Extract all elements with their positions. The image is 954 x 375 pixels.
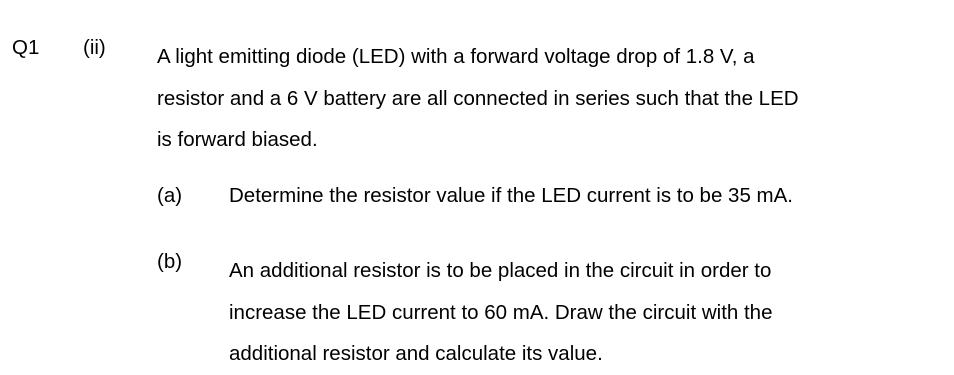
subpart-b-label: (b) [157,250,183,273]
stem-line: resistor and a 6 V battery are all connected in series such that the LED [157,86,799,110]
question-part-label: (ii) [83,36,106,59]
subpart-a-label: (a) [157,184,183,207]
subpart-b-line: An additional resistor is to be placed in the circuit in order to [229,259,772,282]
question-stem [157,36,947,161]
subpart-b-text [229,250,772,375]
subpart-b-line: increase the LED current to 60 mA. Draw the circuit with the [229,300,773,324]
stem-line: A light emitting diode (LED) with a forward voltage drop of 1.8 V, a [157,45,755,68]
subpart-a-text: Determine the resistor value if the LED current is to be 35 mA. [229,184,794,207]
subpart-b-line: additional resistor and calculate its value. [229,342,603,365]
stem-line: is forward biased. [157,128,318,151]
question-number: Q1 [12,36,40,59]
